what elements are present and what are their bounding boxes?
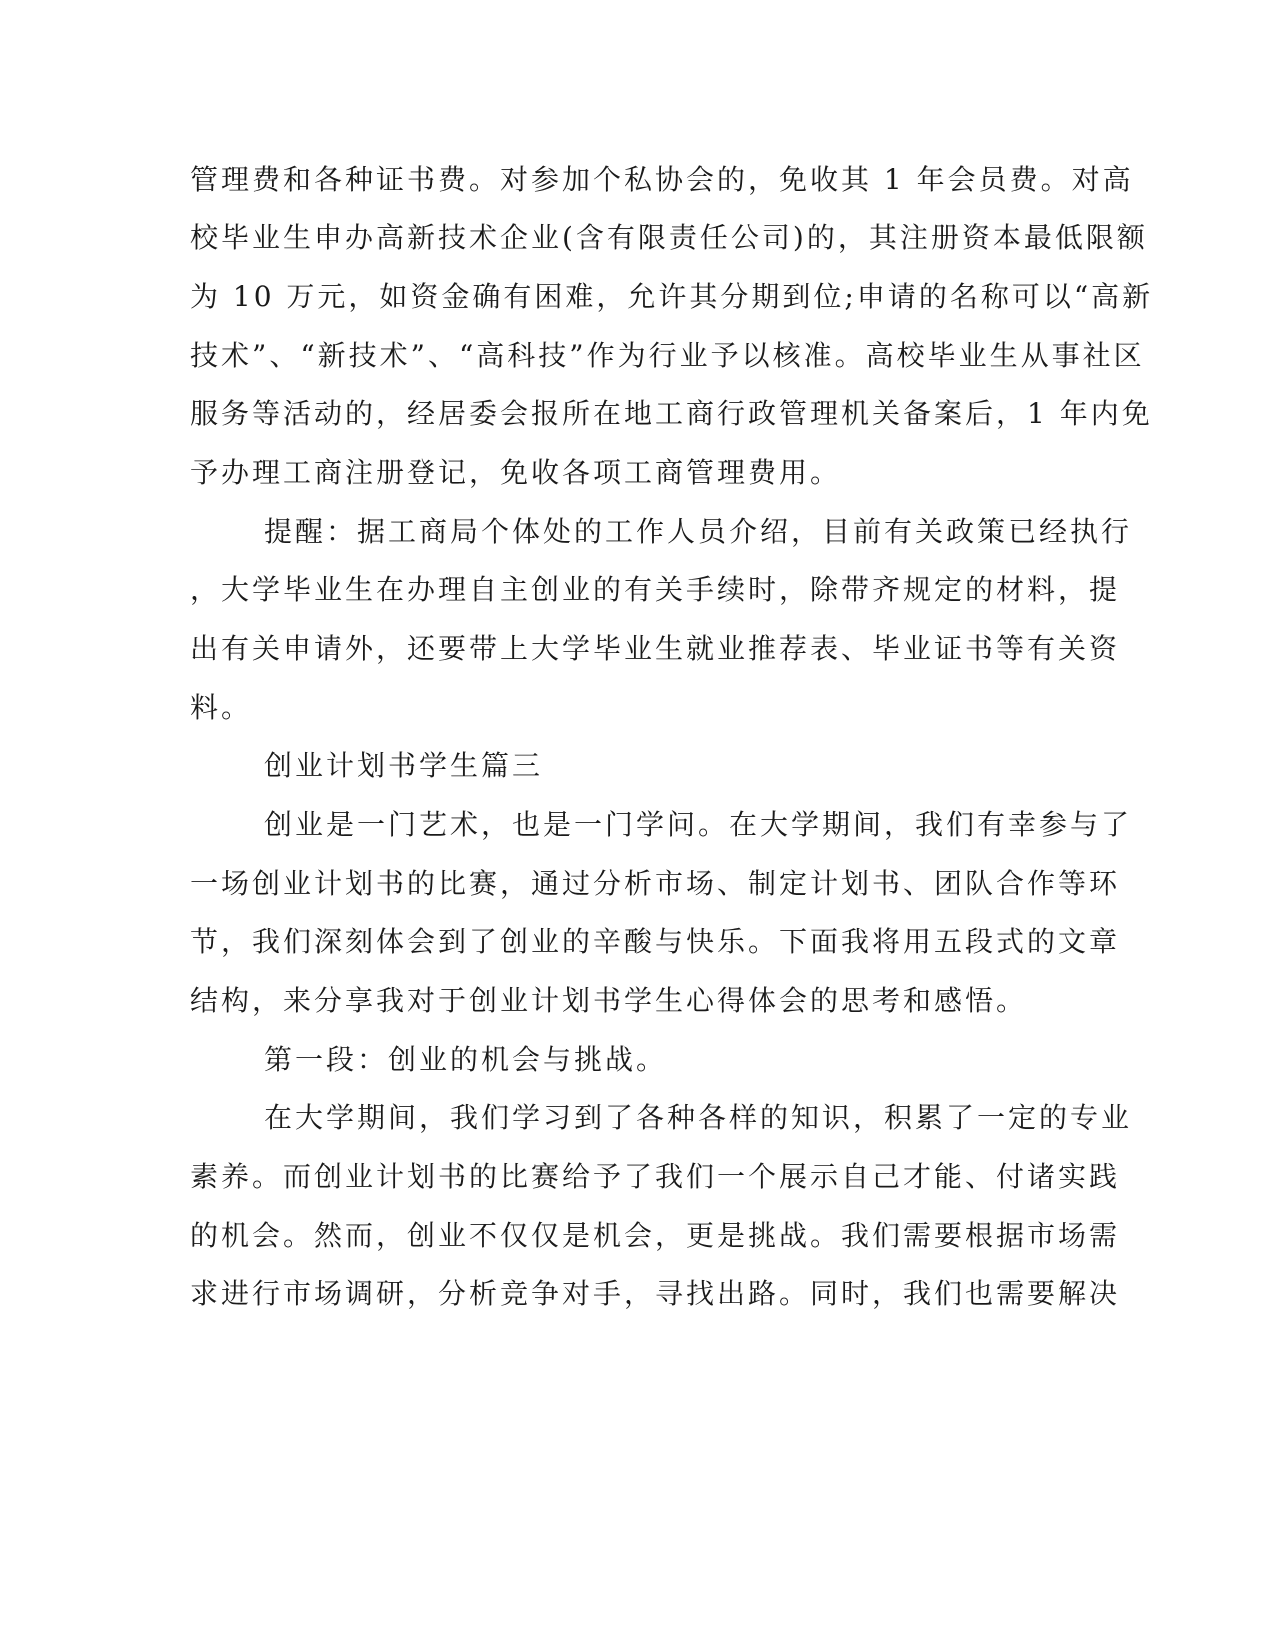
reminder-line-4: 料。: [190, 691, 253, 724]
body-line-4: 技术”、“新技术”、“高科技”作为行业予以核准。高校毕业生从事社区: [190, 339, 1145, 372]
body-line-1: 管理费和各种证书费。对参加个私协会的，免收其 1 年会员费。对高: [190, 163, 1134, 196]
paragraph-one-line-4: 求进行市场调研，分析竞争对手，寻找出路。同时，我们也需要解决: [190, 1277, 1121, 1310]
body-line-5: 服务等活动的，经居委会报所在地工商行政管理机关备案后，1 年内免: [190, 397, 1153, 430]
reminder-line-3: 出有关申请外，还要带上大学毕业生就业推荐表、毕业证书等有关资: [190, 632, 1121, 665]
section-heading: 创业计划书学生篇三: [264, 749, 544, 782]
body-line-3: 为 10 万元，如资金确有困难，允许其分期到位;申请的名称可以“高新: [190, 280, 1154, 313]
body-line-2: 校毕业生申办高新技术企业(含有限责任公司)的，其注册资本最低限额: [190, 221, 1148, 254]
paragraph-one-line-1: 在大学期间，我们学习到了各种各样的知识，积累了一定的专业: [264, 1101, 1133, 1134]
paragraph-one-line-2: 素养。而创业计划书的比赛给予了我们一个展示自己才能、付诸实践: [190, 1160, 1121, 1193]
intro-line-4: 结构，来分享我对于创业计划书学生心得体会的思考和感悟。: [190, 984, 1028, 1017]
reminder-line-1: 提醒：据工商局个体处的工作人员介绍，目前有关政策已经执行: [264, 515, 1133, 548]
intro-line-2: 一场创业计划书的比赛，通过分析市场、制定计划书、团队合作等环: [190, 867, 1121, 900]
paragraph-one-line-3: 的机会。然而，创业不仅仅是机会，更是挑战。我们需要根据市场需: [190, 1219, 1121, 1252]
reminder-line-2: ，大学毕业生在办理自主创业的有关手续时，除带齐规定的材料，提: [190, 573, 1121, 606]
body-line-6: 予办理工商注册登记，免收各项工商管理费用。: [190, 456, 842, 489]
intro-line-3: 节，我们深刻体会到了创业的辛酸与快乐。下面我将用五段式的文章: [190, 925, 1121, 958]
paragraph-one-heading: 第一段：创业的机会与挑战。: [264, 1043, 668, 1076]
intro-line-1: 创业是一门艺术，也是一门学问。在大学期间，我们有幸参与了: [264, 808, 1133, 841]
